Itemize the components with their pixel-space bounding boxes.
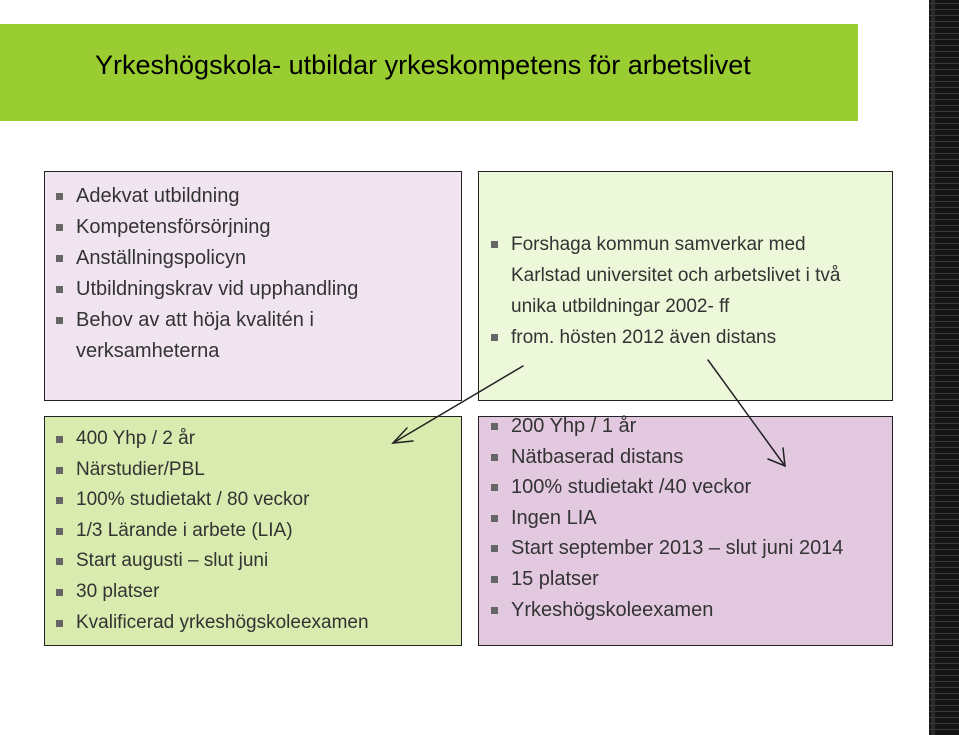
edge-stripe xyxy=(929,243,959,244)
edge-stripe xyxy=(929,213,959,214)
list-item: Närstudier/PBL xyxy=(54,455,369,486)
edge-stripe xyxy=(929,51,959,52)
edge-stripe xyxy=(929,33,959,34)
list-item: 30 platser xyxy=(54,577,369,608)
edge-stripe xyxy=(929,273,959,274)
edge-stripe xyxy=(929,21,959,22)
edge-stripe xyxy=(929,597,959,598)
edge-stripe xyxy=(929,279,959,280)
edge-stripe xyxy=(929,687,959,688)
edge-stripe xyxy=(929,441,959,442)
edge-stripe xyxy=(929,171,959,172)
list-item: Forshaga kommun samverkar med Karlstad universitet och arbetslivet i två unika utbildningar 2002- ff xyxy=(489,229,869,322)
edge-stripe xyxy=(929,681,959,682)
list-item: 100% studietakt / 80 veckor xyxy=(54,485,369,516)
edge-stripe xyxy=(929,327,959,328)
list-item: Yrkeshögskoleexamen xyxy=(489,595,843,626)
list-item: Start september 2013 – slut juni 2014 xyxy=(489,533,843,564)
edge-stripe xyxy=(929,405,959,406)
edge-stripe xyxy=(929,303,959,304)
edge-stripe xyxy=(929,537,959,538)
edge-stripe xyxy=(929,81,959,82)
edge-stripe xyxy=(929,63,959,64)
edge-stripe xyxy=(929,45,959,46)
edge-stripe xyxy=(929,699,959,700)
edge-stripe xyxy=(929,501,959,502)
edge-stripe xyxy=(929,411,959,412)
edge-stripe xyxy=(929,141,959,142)
edge-stripe xyxy=(929,219,959,220)
edge-stripe xyxy=(929,621,959,622)
bottom-left-box xyxy=(44,416,462,646)
edge-stripe xyxy=(929,729,959,730)
edge-stripe xyxy=(929,15,959,16)
edge-stripe xyxy=(929,237,959,238)
edge-stripe xyxy=(929,519,959,520)
edge-stripe xyxy=(929,87,959,88)
edge-stripe xyxy=(929,111,959,112)
edge-stripe xyxy=(929,429,959,430)
list-item: Utbildningskrav vid upphandling xyxy=(54,274,406,305)
edge-stripe xyxy=(929,297,959,298)
list-item: 1/3 Lärande i arbete (LIA) xyxy=(54,516,369,547)
edge-stripe xyxy=(929,717,959,718)
edge-stripe xyxy=(929,393,959,394)
edge-stripe xyxy=(929,99,959,100)
list-item: from. hösten 2012 även distans xyxy=(489,322,869,353)
edge-stripe xyxy=(929,447,959,448)
edge-stripe xyxy=(929,609,959,610)
edge-stripe xyxy=(929,675,959,676)
edge-stripe xyxy=(929,459,959,460)
edge-stripe xyxy=(929,669,959,670)
edge-stripe xyxy=(929,585,959,586)
edge-stripe xyxy=(929,363,959,364)
edge-stripe xyxy=(929,543,959,544)
edge-stripe xyxy=(929,513,959,514)
edge-stripe xyxy=(929,117,959,118)
edge-stripe xyxy=(929,261,959,262)
edge-stripe xyxy=(929,525,959,526)
edge-stripe xyxy=(929,375,959,376)
edge-stripe xyxy=(929,489,959,490)
list-item: Nätbaserad distans xyxy=(489,442,843,473)
list-item: Kompetensförsörjning xyxy=(54,212,406,243)
edge-stripe xyxy=(929,147,959,148)
edge-stripe xyxy=(929,369,959,370)
top-left-list xyxy=(54,181,406,367)
edge-stripe xyxy=(929,639,959,640)
edge-stripe xyxy=(929,567,959,568)
edge-stripe xyxy=(929,159,959,160)
edge-stripe xyxy=(929,435,959,436)
edge-stripe xyxy=(929,75,959,76)
edge-stripe xyxy=(929,615,959,616)
edge-stripe xyxy=(929,3,959,4)
edge-stripe xyxy=(929,189,959,190)
edge-stripe xyxy=(929,351,959,352)
top-left-box xyxy=(44,171,462,401)
edge-stripe xyxy=(929,201,959,202)
edge-stripe xyxy=(929,423,959,424)
edge-stripe xyxy=(929,9,959,10)
edge-stripe xyxy=(929,483,959,484)
list-item: Adekvat utbildning xyxy=(54,181,406,212)
edge-stripe xyxy=(929,705,959,706)
edge-stripe xyxy=(929,465,959,466)
list-item: 200 Yhp / 1 år xyxy=(489,411,843,442)
edge-stripe xyxy=(929,495,959,496)
edge-stripe xyxy=(929,723,959,724)
edge-stripe xyxy=(929,633,959,634)
edge-stripe xyxy=(929,663,959,664)
edge-stripe xyxy=(929,561,959,562)
edge-stripe xyxy=(929,693,959,694)
edge-stripe xyxy=(929,321,959,322)
edge-stripe xyxy=(929,531,959,532)
edge-stripe xyxy=(929,183,959,184)
edge-stripe xyxy=(929,309,959,310)
edge-stripe xyxy=(929,417,959,418)
page-title: Yrkeshögskola- utbildar yrkeskompetens för arbetslivet xyxy=(95,50,751,80)
edge-stripe xyxy=(929,603,959,604)
edge-stripe xyxy=(929,357,959,358)
list-item: Behov av att höja kvalitén i verksamheterna xyxy=(54,305,406,367)
edge-stripe xyxy=(929,549,959,550)
edge-stripe xyxy=(929,249,959,250)
edge-stripe xyxy=(929,27,959,28)
edge-stripe xyxy=(929,579,959,580)
edge-stripe xyxy=(929,39,959,40)
edge-stripe xyxy=(929,471,959,472)
bottom-right-box xyxy=(478,416,893,646)
list-item: 400 Yhp / 2 år xyxy=(54,424,369,455)
edge-stripe xyxy=(929,555,959,556)
list-item: 15 platser xyxy=(489,564,843,595)
edge-stripe xyxy=(929,177,959,178)
list-item: Ingen LIA xyxy=(489,503,843,534)
edge-stripe xyxy=(929,285,959,286)
edge-stripe xyxy=(929,255,959,256)
edge-stripe xyxy=(929,381,959,382)
edge-stripe xyxy=(929,69,959,70)
top-right-list xyxy=(489,229,869,353)
edge-stripe xyxy=(929,339,959,340)
edge-stripe xyxy=(929,153,959,154)
edge-stripe xyxy=(929,123,959,124)
edge-stripe xyxy=(929,345,959,346)
edge-stripe xyxy=(929,591,959,592)
edge-stripe xyxy=(929,333,959,334)
bottom-right-list xyxy=(489,411,843,625)
edge-stripe xyxy=(929,291,959,292)
edge-stripe xyxy=(929,57,959,58)
top-right-box xyxy=(478,171,893,401)
edge-stripe xyxy=(929,225,959,226)
edge-stripe xyxy=(929,315,959,316)
edge-stripe xyxy=(929,711,959,712)
bottom-left-list xyxy=(54,424,369,638)
edge-stripe xyxy=(929,195,959,196)
list-item: Kvalificerad yrkeshögskoleexamen xyxy=(54,608,369,639)
edge-stripe xyxy=(929,231,959,232)
list-item: Anställningspolicyn xyxy=(54,243,406,274)
edge-stripe xyxy=(929,453,959,454)
edge-stripe xyxy=(929,165,959,166)
edge-stripe xyxy=(929,387,959,388)
edge-stripe xyxy=(929,657,959,658)
edge-stripe xyxy=(929,573,959,574)
list-item: Start augusti – slut juni xyxy=(54,546,369,577)
edge-stripe xyxy=(929,507,959,508)
edge-stripe xyxy=(929,651,959,652)
edge-stripe xyxy=(929,135,959,136)
edge-stripe xyxy=(929,105,959,106)
edge-stripe xyxy=(929,399,959,400)
edge-stripe xyxy=(929,627,959,628)
edge-stripe xyxy=(929,93,959,94)
list-item: 100% studietakt /40 veckor xyxy=(489,472,843,503)
edge-stripe xyxy=(929,645,959,646)
edge-stripe xyxy=(929,129,959,130)
edge-stripe xyxy=(929,477,959,478)
edge-stripe xyxy=(929,207,959,208)
decorative-edge-strip xyxy=(929,0,959,735)
edge-stripe xyxy=(929,267,959,268)
